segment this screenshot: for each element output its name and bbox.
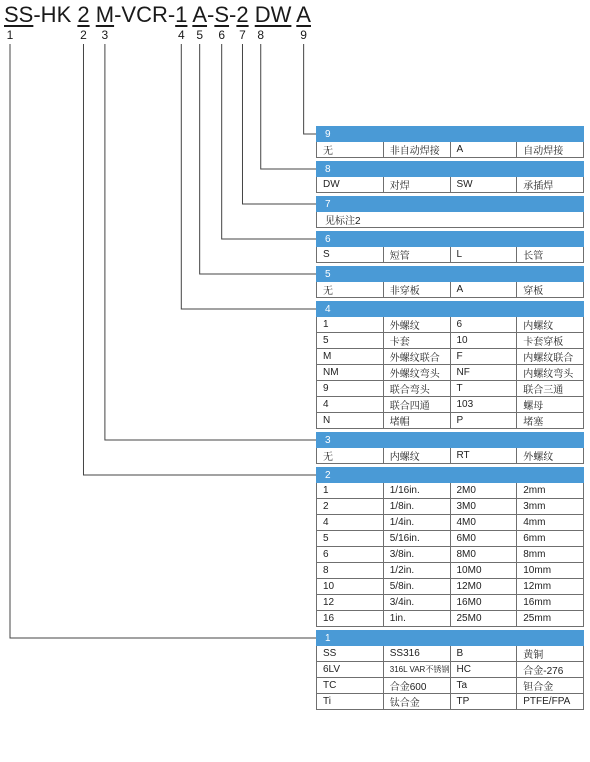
table-row: [317, 282, 584, 298]
option-code: 5: [317, 531, 384, 547]
table-row: [317, 483, 584, 499]
option-code: 10: [450, 333, 517, 349]
option-desc: 外螺纹弯头: [383, 365, 450, 381]
table-row: [317, 333, 584, 349]
section-number: 9: [317, 127, 584, 142]
table-row: [317, 365, 584, 381]
code-segment-5: A: [192, 2, 208, 27]
option-desc: 5/8in.: [383, 579, 450, 595]
code-segment-9: A: [296, 2, 311, 27]
option-desc: 5/16in.: [383, 531, 450, 547]
table-row: [317, 547, 584, 563]
option-code: P: [450, 413, 517, 429]
option-code: 10M0: [450, 563, 517, 579]
section-header-7: [317, 197, 584, 212]
section-number: 3: [317, 433, 584, 448]
option-code: HC: [450, 662, 517, 678]
option-code: S: [317, 247, 384, 263]
ordering-spec-table: [316, 126, 584, 710]
option-desc: 内螺纹联合: [517, 349, 584, 365]
position-number-9: 9: [300, 28, 307, 42]
table-row: [317, 678, 584, 694]
option-desc: 黄铜: [517, 646, 584, 662]
code-segment-3: M: [95, 2, 115, 27]
option-desc: 外螺纹: [517, 448, 584, 464]
position-number-7: 7: [239, 28, 246, 42]
option-code: 6: [450, 317, 517, 333]
option-code: 6LV: [317, 662, 384, 678]
code-separator: -HK: [33, 2, 78, 27]
section-header-8: [317, 162, 584, 177]
option-code: 1: [317, 317, 384, 333]
code-segment-6: S: [214, 2, 230, 27]
option-desc: 3/4in.: [383, 595, 450, 611]
option-desc: 25mm: [517, 611, 584, 627]
position-number-4: 4: [177, 28, 185, 42]
table-row: [317, 515, 584, 531]
option-desc: 联合弯头: [383, 381, 450, 397]
option-code: 8M0: [450, 547, 517, 563]
option-code: 25M0: [450, 611, 517, 627]
option-desc: 1/16in.: [383, 483, 450, 499]
option-desc: 3/8in.: [383, 547, 450, 563]
code-segment-4: 1: [175, 2, 188, 27]
option-desc: PTFE/FPA: [517, 694, 584, 710]
leader-line-9: [304, 44, 316, 134]
section-header-2: [317, 468, 584, 483]
option-code: 4: [317, 397, 384, 413]
position-number-5: 5: [196, 28, 204, 42]
option-desc: 16mm: [517, 595, 584, 611]
option-code: 16M0: [450, 595, 517, 611]
option-code: NF: [450, 365, 517, 381]
section-note: 见标注2: [317, 212, 584, 228]
option-desc: 堵帽: [383, 413, 450, 429]
section-number: 8: [317, 162, 584, 177]
option-desc: 合金-276: [517, 662, 584, 678]
table-row: [317, 413, 584, 429]
option-desc: 316L VAR不锈钢: [383, 662, 450, 678]
option-code: 6: [317, 547, 384, 563]
option-code: 103: [450, 397, 517, 413]
option-code: 4M0: [450, 515, 517, 531]
table-row: [317, 646, 584, 662]
option-code: 2: [317, 499, 384, 515]
table-row: [317, 177, 584, 193]
option-code: 无: [317, 142, 384, 158]
option-desc: SS316: [383, 646, 450, 662]
code-separator: -: [229, 2, 237, 27]
section-header-3: [317, 433, 584, 448]
table-row: [317, 142, 584, 158]
option-code: L: [450, 247, 517, 263]
option-code: A: [450, 282, 517, 298]
option-desc: 堵塞: [517, 413, 584, 429]
section-header-4: [317, 302, 584, 317]
part-number-code: [4, 2, 311, 28]
table-row: [317, 662, 584, 678]
option-desc: 合金600: [383, 678, 450, 694]
option-desc: 内螺纹弯头: [517, 365, 584, 381]
leader-line-6: [222, 44, 316, 239]
section-number: 7: [317, 197, 584, 212]
option-code: N: [317, 413, 384, 429]
section-number: 6: [317, 232, 584, 247]
section-note-row: [317, 212, 584, 228]
option-desc: 1in.: [383, 611, 450, 627]
option-desc: 2mm: [517, 483, 584, 499]
table-row: [317, 397, 584, 413]
code-separator: -VCR-: [114, 2, 176, 27]
leader-line-1: [10, 44, 316, 638]
section-header-9: [317, 127, 584, 142]
option-desc: 6mm: [517, 531, 584, 547]
option-code: 2M0: [450, 483, 517, 499]
leader-line-2: [83, 44, 316, 475]
option-code: 6M0: [450, 531, 517, 547]
table-row: [317, 611, 584, 627]
option-desc: 卡套: [383, 333, 450, 349]
leader-line-7: [242, 44, 316, 204]
option-code: Ta: [450, 678, 517, 694]
option-desc: 非穿板: [383, 282, 450, 298]
option-code: TC: [317, 678, 384, 694]
position-number-8: 8: [257, 28, 265, 42]
option-desc: 外螺纹: [383, 317, 450, 333]
section-number: 4: [317, 302, 584, 317]
option-code: 4: [317, 515, 384, 531]
option-desc: 内螺纹: [383, 448, 450, 464]
table-row: [317, 317, 584, 333]
option-desc: 螺母: [517, 397, 584, 413]
position-number-6: 6: [218, 28, 226, 42]
option-code: 16: [317, 611, 384, 627]
leader-line-3: [105, 44, 316, 440]
option-desc: 1/8in.: [383, 499, 450, 515]
leader-line-5: [200, 44, 316, 274]
code-separator: -: [207, 2, 215, 27]
option-code: 5: [317, 333, 384, 349]
option-code: B: [450, 646, 517, 662]
option-code: M: [317, 349, 384, 365]
leader-line-8: [261, 44, 316, 169]
section-header-1: [317, 631, 584, 646]
option-desc: 8mm: [517, 547, 584, 563]
option-desc: 卡套穿板: [517, 333, 584, 349]
table-row: [317, 499, 584, 515]
option-code: 1: [317, 483, 384, 499]
option-desc: 短管: [383, 247, 450, 263]
option-desc: 1/4in.: [383, 515, 450, 531]
option-code: Ti: [317, 694, 384, 710]
option-code: SS: [317, 646, 384, 662]
option-desc: 长管: [517, 247, 584, 263]
section-header-5: [317, 267, 584, 282]
option-code: NM: [317, 365, 384, 381]
option-desc: 钽合金: [517, 678, 584, 694]
option-desc: 联合四通: [383, 397, 450, 413]
leader-line-4: [181, 44, 316, 309]
option-code: F: [450, 349, 517, 365]
option-desc: 承插焊: [517, 177, 584, 193]
section-number: 5: [317, 267, 584, 282]
table-row: [317, 694, 584, 710]
option-code: RT: [450, 448, 517, 464]
table-row: [317, 531, 584, 547]
position-number-2: 2: [80, 28, 87, 42]
section-number: 1: [317, 631, 584, 646]
table-row: [317, 579, 584, 595]
option-desc: 非自动焊接: [383, 142, 450, 158]
table-row: [317, 381, 584, 397]
option-code: 12M0: [450, 579, 517, 595]
code-segment-7: 2: [236, 2, 249, 27]
option-code: SW: [450, 177, 517, 193]
option-desc: 穿板: [517, 282, 584, 298]
option-desc: 自动焊接: [517, 142, 584, 158]
section-number: 2: [317, 468, 584, 483]
option-desc: 内螺纹: [517, 317, 584, 333]
table-row: [317, 448, 584, 464]
option-desc: 联合三通: [517, 381, 584, 397]
option-code: 12: [317, 595, 384, 611]
option-desc: 对焊: [383, 177, 450, 193]
position-number-3: 3: [101, 28, 109, 42]
option-code: DW: [317, 177, 384, 193]
option-code: 无: [317, 448, 384, 464]
table-row: [317, 563, 584, 579]
option-desc: 3mm: [517, 499, 584, 515]
option-desc: 外螺纹联合: [383, 349, 450, 365]
option-code: 9: [317, 381, 384, 397]
option-desc: 钛合金: [383, 694, 450, 710]
option-code: 8: [317, 563, 384, 579]
option-code: T: [450, 381, 517, 397]
section-header-6: [317, 232, 584, 247]
table-row: [317, 595, 584, 611]
table-row: [317, 349, 584, 365]
position-number-1: 1: [6, 28, 14, 42]
table-row: [317, 247, 584, 263]
option-code: TP: [450, 694, 517, 710]
option-desc: 12mm: [517, 579, 584, 595]
option-code: 3M0: [450, 499, 517, 515]
option-code: 10: [317, 579, 384, 595]
code-segment-2: 2: [77, 2, 90, 27]
code-segment-8: DW: [254, 2, 292, 27]
option-desc: 4mm: [517, 515, 584, 531]
option-code: 无: [317, 282, 384, 298]
option-desc: 1/2in.: [383, 563, 450, 579]
option-desc: 10mm: [517, 563, 584, 579]
code-segment-1: SS: [4, 2, 34, 27]
option-code: A: [450, 142, 517, 158]
